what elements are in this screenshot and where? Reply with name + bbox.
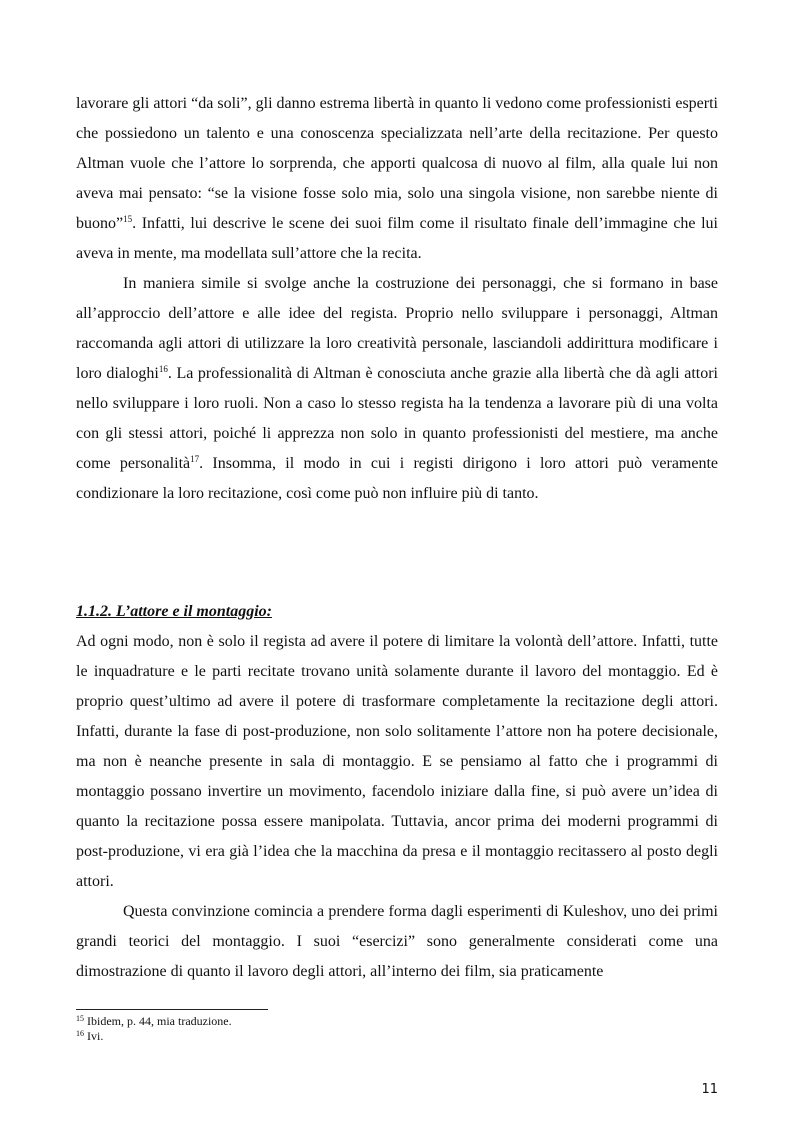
footnote-ref-16: 16 [158,364,168,374]
paragraph-4: Questa convinzione comincia a prendere forma dagli esperimenti di Kuleshov, uno dei primi grandi teorici del montaggio. I suoi “esercizi” sono generalmente considerati come una dimostrazione di quanto il lavoro degli attori, all’interno dei film, sia praticamente [76,903,718,980]
page-number: 11 [701,1082,718,1097]
paragraph-2 [76,269,718,509]
section-title: L’attore e il montaggio: [116,603,272,620]
paragraph-2-text: In maniera simile si svolge anche la costruzione dei personaggi, che si formano in base all’approccio dell’attore e alle idee del regista. Proprio nello sviluppare i personaggi, Altman raccomanda agli attori di utilizzare la loro creatività personale, lasciandoli addirittura modificare i loro dialoghi [76,275,718,382]
body-text-upper [76,89,718,509]
footnotes [76,1014,718,1044]
paragraph-1-text: lavorare gli attori “da soli”, gli danno estrema libertà in quanto li vedono come professionisti esperti che possiedono un talento e una conoscenza specializzata nell’arte della recitazione. Per questo Altman vuole che l’attore lo sorprenda, che apporti qualcosa di nuovo al film, alla quale lui non aveva mai pensato: “se la visione fosse solo mia, solo una singola visione, non sarebbe niente di buono” [76,95,718,232]
footnote-16: $^{16}$ Ivi. [76,1029,104,1043]
paragraph-2-text-end: . Insomma, il modo in cui i registi dirigono i loro attori può veramente condizionare la loro recitazione, così come può non influire più di tanto. [76,455,719,502]
section-heading [76,597,718,627]
footnote-15: $^{15}$ Ibidem, p. 44, mia traduzione. [76,1014,232,1028]
paragraph-1-text-cont: . Infatti, lui descrive le scene dei suoi film come il risultato finale dell’immagine che lui aveva in mente, ma modellata sull’attore che la recita. [76,215,718,262]
footnote-divider [76,1009,268,1010]
paragraph-2-text-cont: . La professionalità di Altman è conosciuta anche grazie alla libertà che dà agli attori nello sviluppare i loro ruoli. Non a caso lo stesso regista ha la tendenza a lavorare più di una volta con gli stessi attori, poiché li apprezza non solo in quanto professionisti del mestiere, ma anche come personalità [76,365,718,472]
section-number: 1.1.2. [76,603,112,620]
paragraph-3: Ad ogni modo, non è solo il regista ad avere il potere di limitare la volontà dell’attore. Infatti, tutte le inquadrature e le parti recitate trovano unità solamente durante il lavoro del montaggio. Ed è proprio quest’ultimo ad avere il potere di trasformare completamente la recitazione degli attori. Infatti, durante la fase di post-produzione, non solo solitamente l’attore non ha potere decisionale, ma non è neanche presente in sala di montaggio. E se pensiamo al fatto che i programmi di montaggio possano invertire un movimento, facendolo iniziare dalla fine, si può avere un’idea di quanto la recitazione possa essere manipolata. Tuttavia, ancor prima dei moderni programmi di post-produzione, vi era già l’idea che la macchina da presa e il montaggio recitassero al posto degli attori. [76,633,718,890]
body-text-lower [76,627,718,987]
footnote-ref-17: 17 [190,454,200,464]
footnote-ref-15: 15 [123,214,133,224]
paragraph-1 [76,89,718,269]
